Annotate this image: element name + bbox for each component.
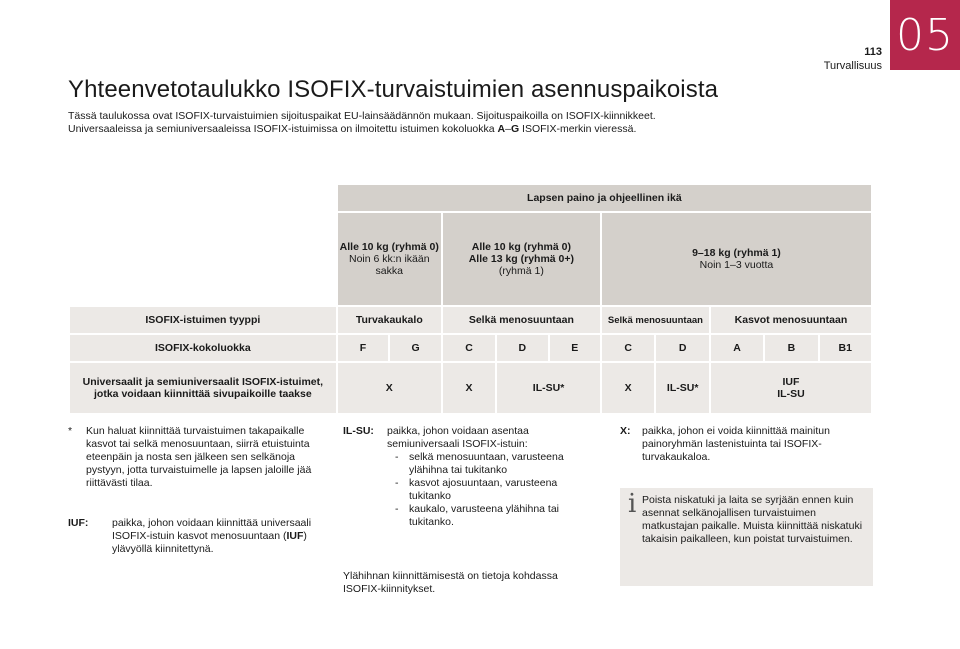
size-cell: G: [390, 335, 441, 361]
weight-header: Lapsen paino ja ohjeellinen ikä: [338, 185, 871, 211]
value-cell: IL-SU*: [656, 363, 709, 413]
page-number: 113: [864, 46, 882, 58]
value-cell: X: [338, 363, 441, 413]
strap-note: Ylähihnan kiinnittämisestä on tietoja kohdassa ISOFIX-kiinnitykset.: [343, 570, 558, 595]
size-cell: C: [443, 335, 495, 361]
size-cell: D: [497, 335, 547, 361]
size-cell: C: [602, 335, 654, 361]
intro-line-1: Tässä taulukossa ovat ISOFIX-turvaistuimien sijoituspaikat EU-lainsäädännön mukaan. Sijoituspaikoilla on ISOFIX-kiinnikkeet.: [68, 110, 656, 122]
value-cell: X: [443, 363, 495, 413]
size-cell: D: [656, 335, 709, 361]
group-header: Alle 10 kg (ryhmä 0) Alle 13 kg (ryhmä 0+) (ryhmä 1): [443, 213, 600, 305]
page-title: Yhteenvetotaulukko ISOFIX-turvaistuimien asennuspaikoista: [68, 76, 719, 103]
type-cell: Kasvot menosuuntaan: [711, 307, 871, 333]
ilsu-item: - kasvot ajosuuntaan, varusteena tukitanko: [387, 477, 577, 503]
size-cell: B1: [820, 335, 871, 361]
value-cell: IL-SU*: [497, 363, 600, 413]
group-header: Alle 10 kg (ryhmä 0) Noin 6 kk:n ikään sakka: [338, 213, 441, 305]
group-header: 9–18 kg (ryhmä 1) Noin 1–3 vuotta: [602, 213, 871, 305]
seat-label: Universaalit ja semiuniversaalit ISOFIX-istuimet, jotka voidaan kiinnittää sivupaikoille taakse: [70, 363, 336, 413]
isofix-table: [68, 183, 873, 415]
value-cell: IUF IL-SU: [711, 363, 871, 413]
size-label: ISOFIX-kokoluokka: [70, 335, 336, 361]
table-corner: [70, 213, 336, 305]
intro-line-2: Universaaleissa ja semiuniversaaleissa ISOFIX-istuimissa on ilmoitettu istuimen kokoluokka A–G ISOFIX-merkin vieressä.: [68, 123, 637, 135]
size-cell: F: [338, 335, 389, 361]
chapter-tab: 05: [890, 0, 960, 70]
section-name: Turvallisuus: [823, 60, 882, 72]
ilsu-item: - selkä menosuuntaan, varusteena ylähihna tai tukitanko: [387, 451, 577, 477]
size-cell: E: [550, 335, 600, 361]
type-cell: Selkä menosuuntaan: [443, 307, 600, 333]
value-cell: X: [602, 363, 654, 413]
table-corner: [70, 185, 336, 211]
type-label: ISOFIX-istuimen tyyppi: [70, 307, 336, 333]
size-cell: B: [765, 335, 817, 361]
type-cell: Selkä menosuuntaan: [602, 307, 709, 333]
x-note: X: paikka, johon ei voida kiinnittää mainitun painoryhmän lastenistuinta tai ISOFIX-turvakaukaloa.: [620, 425, 830, 463]
ilsu-note: IL-SU: paikka, johon voidaan asentaa semiuniversaali ISOFIX-istuin: - selkä menosuuntaan, varusteena ylähihna tai tukitanko - kasvot ajosuuntaan, varusteena tukitanko - kaukalo, varusteena ylähihna tai tukitanko.: [343, 425, 593, 529]
info-box: [620, 488, 873, 586]
iuf-note: IUF: paikka, johon voidaan kiinnittää universaali ISOFIX-istuin kasvot menosuuntaan (IUF) ylävyöllä kiinnitettynä.: [68, 517, 312, 555]
info-i-icon: i: [628, 489, 637, 519]
ilsu-item: - kaukalo, varusteena ylähihna tai tukitanko.: [387, 503, 577, 529]
intro-text: [68, 110, 828, 136]
type-cell: Turvakaukalo: [338, 307, 441, 333]
info-text: Poista niskatuki ja laita se syrjään ennen kuin asennat selkänojallisen turvaistuimen matkustajan paikalle. Muista kiinnittää niskatuki takaisin paikalleen, kun poistat turvaistuimen.: [642, 494, 863, 545]
asterisk-note: * Kun haluat kiinnittää turvaistuimen takapaikalle kasvot tai selkä menosuuntaan, siirrä etuistuinta eteenpäin ja nosta sen jälkeen sen selkänoja pystyyn, jotta turvaistuimelle ja lapsen jaloille jää riittävästi tilaa.: [68, 425, 312, 489]
size-cell: A: [711, 335, 763, 361]
